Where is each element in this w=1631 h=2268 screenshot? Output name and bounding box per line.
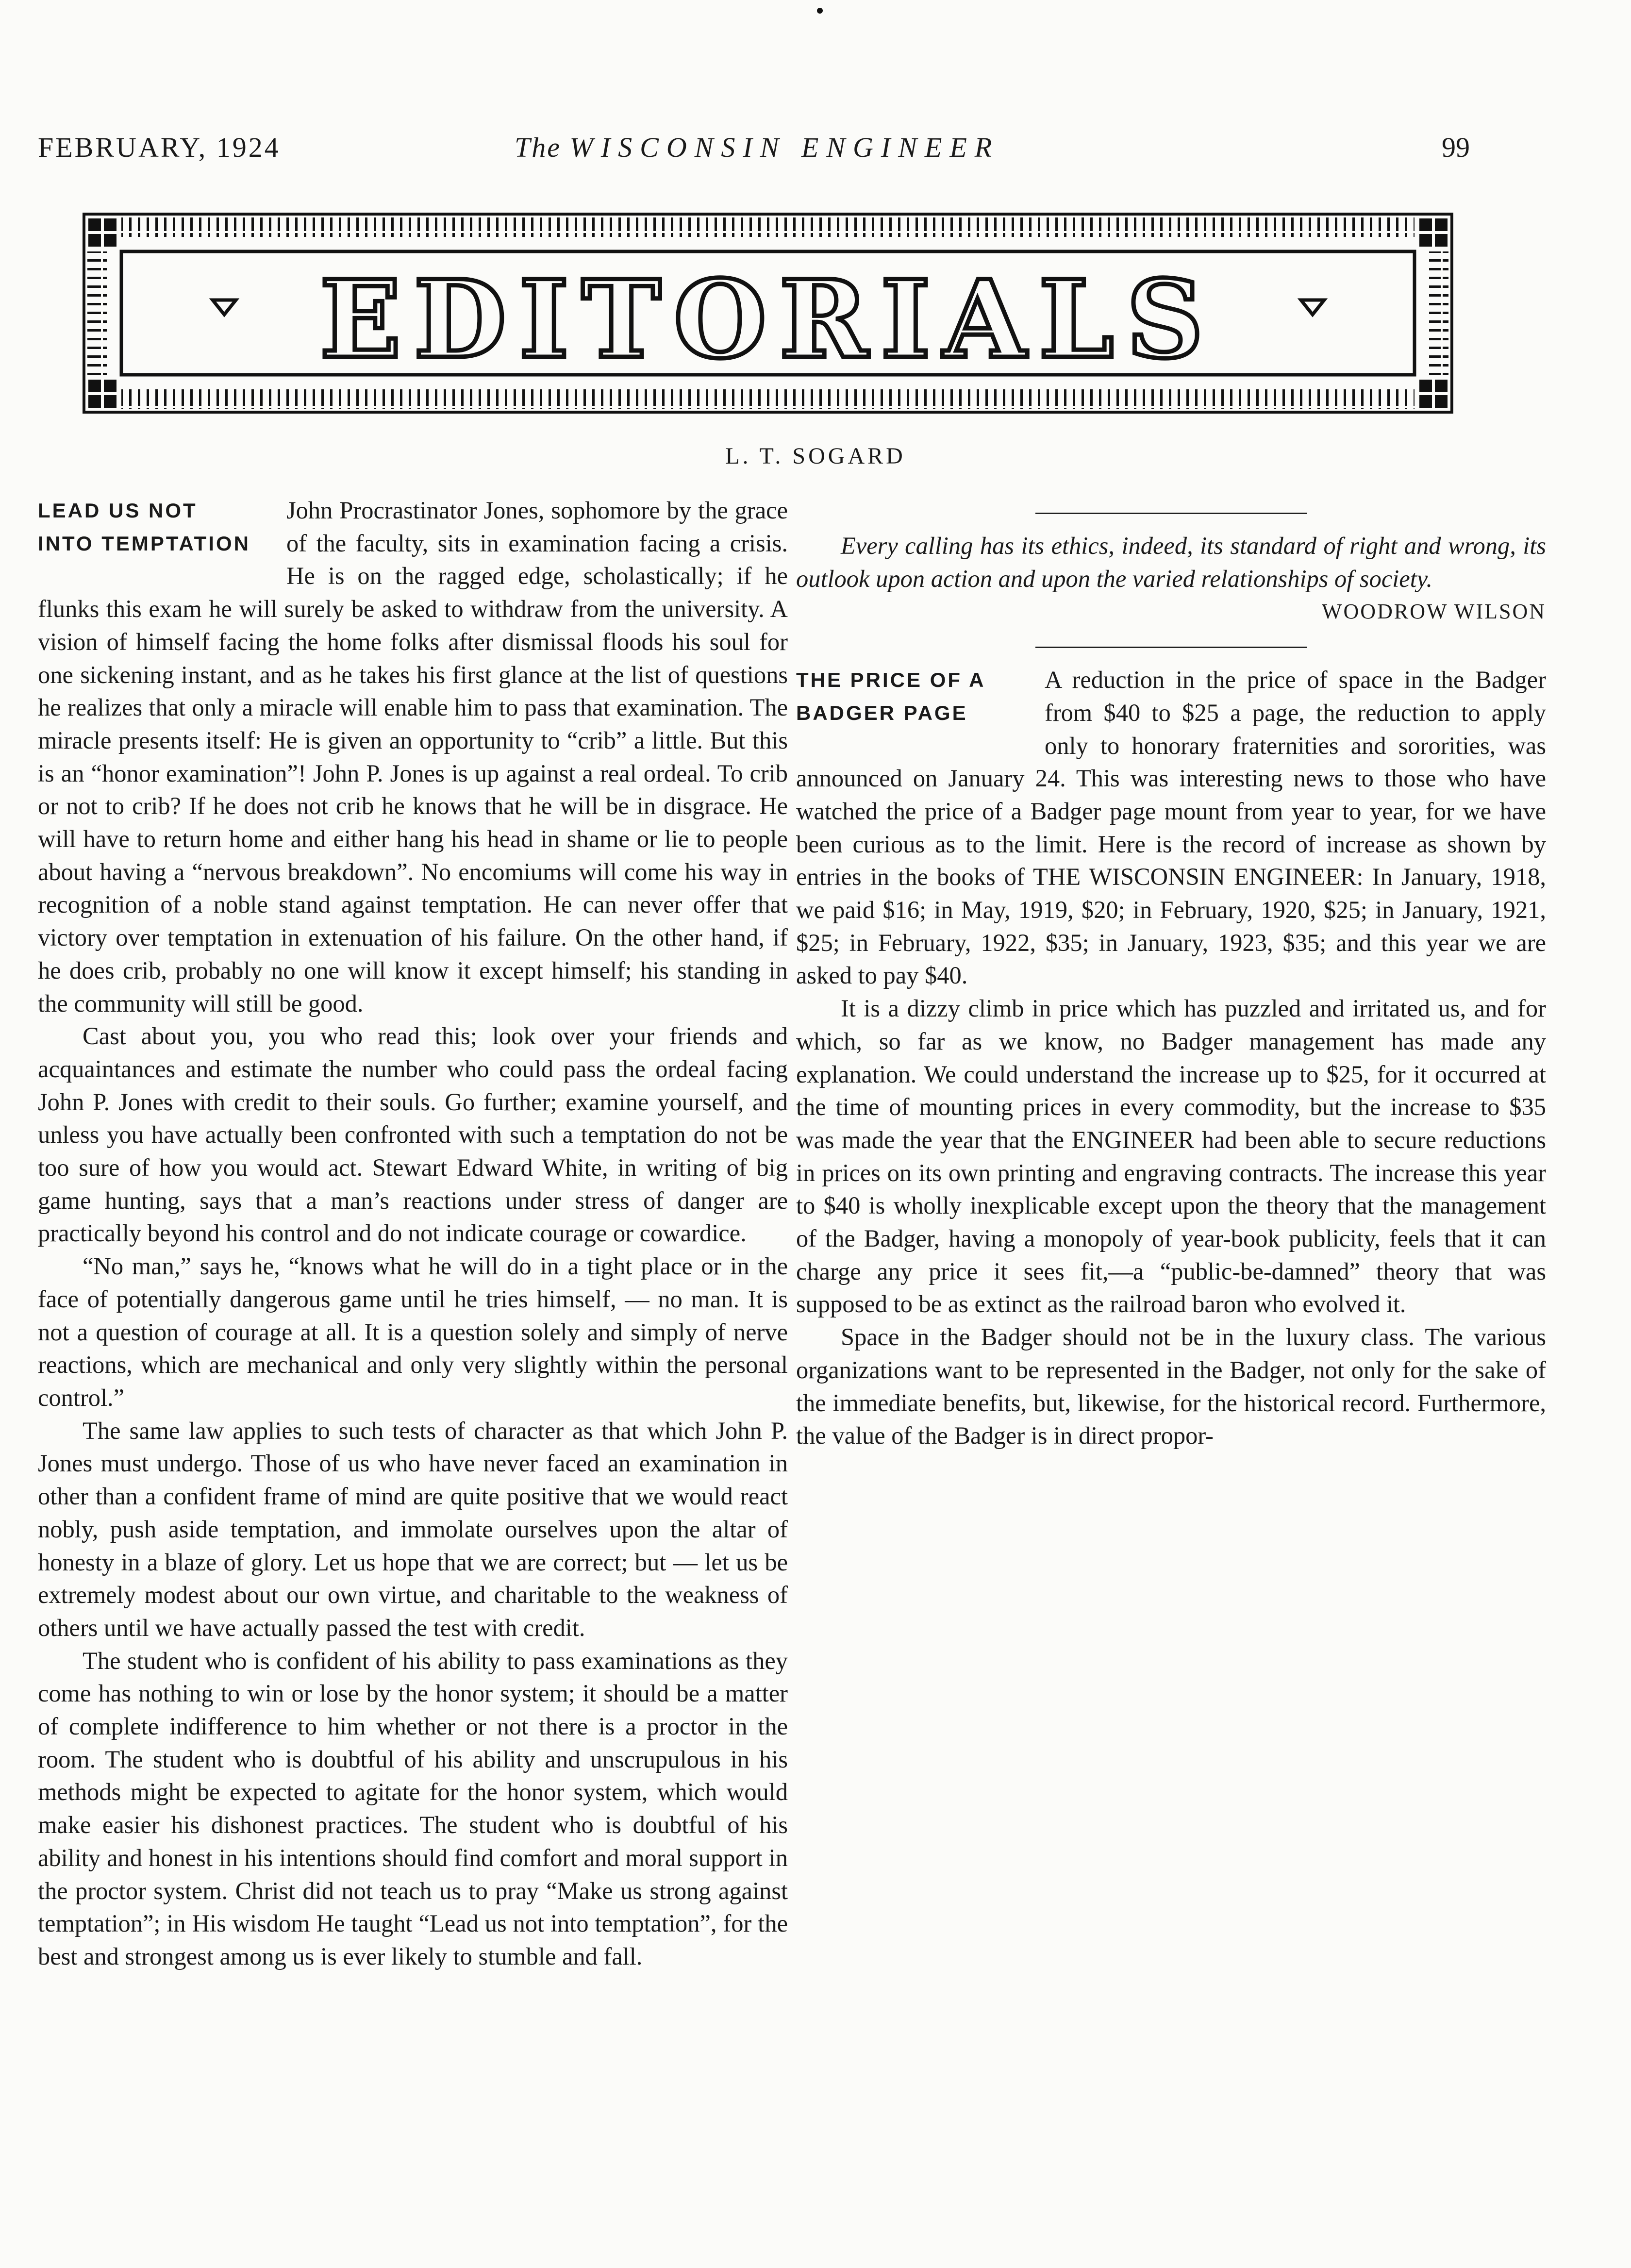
paragraph: It is a dizzy climb in price which has puzzled and irritated us, and for which, so far as we know, no Badger management has made any explanation. We could understand the increase up to $25, for it occurred at the time of mounting prices in every commodity, but the increase to $35 was made the year that the ENGINEER had been able to secure reductions in prices on its own printing and engraving contracts. The increase this year to $40 is wholly inexplicable except upon the theory that the management of the Badger, having a monopoly of year-book publicity, feels that it can charge any price it sees fit,—a “public-be-damned” theory that was supposed to be as extinct as the railroad baron who evolved it.: [796, 995, 1546, 1318]
paragraph: Cast about you, you who read this; look over your friends and acquaintances and estimate the number who could pass the ordeal facing John P. Jones with credit to their souls. Go further; examine yourself, and unless you have actually been confronted with such a temptation do not be too sure of how you would act. Stewart Edward White, in writing of big game hunting, says that a man’s reactions under stress of danger are practically beyond his control and do not indicate courage or cowardice.: [38, 1022, 788, 1247]
magazine-title-prefix: The: [515, 132, 561, 163]
paragraph: The same law applies to such tests of character as that which John P. Jones must undergo. Those of us who have never faced an examination in other than a confident frame of mind are quite positive that we would react nobly, push aside temptation, and immolate ourselves upon the altar of honesty in a blaze of glory. Let us hope that we are correct; but — let us be extremely modest about our own virtue, and charitable to the weakness of others until we have actually passed the test with credit.: [38, 1417, 788, 1641]
heading-line-1: THE PRICE OF A: [796, 668, 986, 692]
paragraph: John Procrastinator Jones, sophomore by the grace of the faculty, sits in examination facing a crisis. He is on the ragged edge, scholastically; if he flunks this exam he will surely be asked to withdraw from the university. A vision of himself facing the home folks after dismissal floods his soul for one sickening instant, and as he takes his first glance at the list of questions he realizes that only a miracle will enable him to pass that examination. The miracle presents itself: He is given an opportunity to “crib” a little. But this is an “honor examination”! John P. Jones is up against a real ordeal. To crib or not to crib? If he does not crib he knows that he will be in disgrace. He will have to return home and either hang his head in shame or lie to people about having a “nervous breakdown”. No encomiums will come his way in recognition of a noble stand against temptation. He can never offer that victory over temptation in extenuation of his failure. On the other hand, if he does crib, probably no one will know it except himself; his standing in the community will still be good.: [38, 497, 788, 1017]
divider-rule: [1035, 647, 1307, 648]
editorial-heading-temptation: [38, 494, 281, 560]
heading-line-2: BADGER PAGE: [796, 701, 968, 725]
byline: L. T. SOGARD: [725, 443, 906, 469]
heading-line-2: INTO TEMPTATION: [38, 532, 250, 555]
printer-dot: [817, 8, 823, 14]
right-column: [796, 494, 1546, 1452]
page-number: 99: [1442, 132, 1470, 163]
magazine-title: [515, 131, 999, 164]
paragraph: A reduction in the price of space in the Badger from $40 to $25 a page, the reduction to apply only to honorary fraternities and sororities, was announced on January 24. This was interesting news to those who have watched the price of a Badger page mount from year to year, for we have been curious as to the limit. Here is the record of increase as shown by entries in the books of THE WISCONSIN ENGINEER: In January, 1918, we paid $16; in May, 1919, $20; in February, 1920, $25; in January, 1921, $25; in February, 1922, $35; in January, 1923, $35; and this year we are asked to pay $40.: [796, 666, 1546, 989]
left-column: [38, 494, 788, 1973]
quote-attribution: WOODROW WILSON: [1322, 600, 1546, 624]
issue-date: FEBRUARY, 1924: [38, 132, 281, 163]
paragraph: “No man,” says he, “knows what he will do in a tight place or in the face of potentially dangerous game until he tries himself, — no man. It is not a question of courage at all. It is a question solely and simply of nerve reactions, which are mechanical and only very slightly within the personal control.”: [38, 1252, 788, 1411]
paragraph: The student who is confident of his ability to pass examinations as they come has nothing to win or lose by the honor system; it should be a matter of complete indifference to him whether or not there is a proctor in the room. The student who is doubtful of his ability and unscrupulous in his methods might be expected to agitate for the honor system, which would make easier his dishonest practices. The student who is doubtful of his ability and honest in his intentions should find comfort and moral support in the proctor system. Christ did not teach us to pray “Make us strong against temptation”; in His wisdom He taught “Lead us not into temptation”, for the best and strongest among us is ever likely to stumble and fall.: [38, 1647, 788, 1970]
magazine-title-name: WISCONSIN ENGINEER: [569, 132, 1000, 163]
epigraph-quote: Every calling has its ethics, indeed, its standard of right and wrong, its outlook upon action and upon the varied relationships of society.: [796, 532, 1546, 592]
banner-title: EDITORIALS: [319, 256, 1216, 382]
bottom-tick-border: [121, 389, 1415, 409]
top-tick-border: [121, 217, 1415, 237]
heading-line-1: LEAD US NOT: [38, 499, 198, 522]
divider-rule: [1035, 513, 1307, 514]
editorial-heading-badger: [796, 664, 1039, 730]
paragraph: Space in the Badger should not be in the luxury class. The various organizations want to be represented in the Badger, not only for the sake of the immediate benefits, but, likewise, for the historical record. Furthermore, the value of the Badger is in direct propor-: [796, 1323, 1546, 1450]
running-header: [0, 131, 1631, 170]
editorials-banner: [83, 213, 1453, 414]
